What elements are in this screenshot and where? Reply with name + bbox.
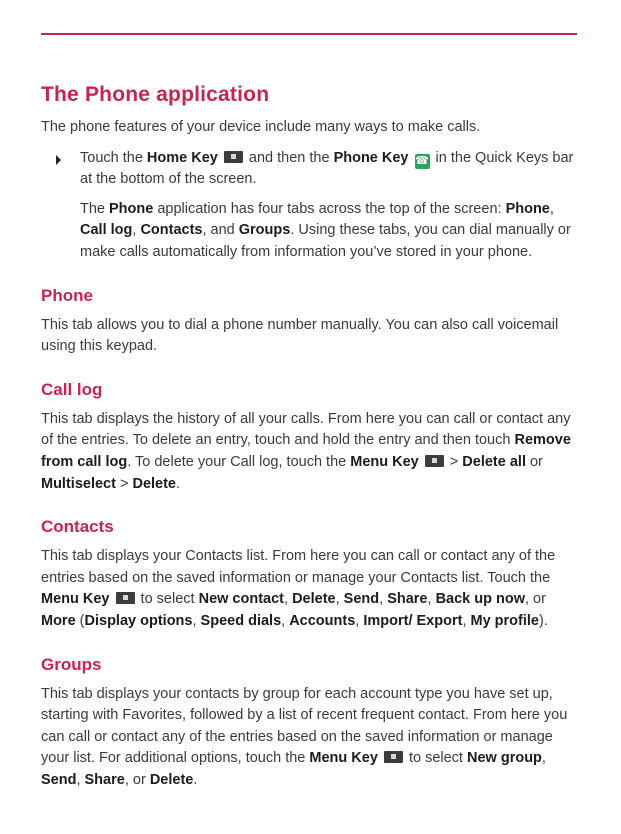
menu-key-icon bbox=[116, 592, 135, 604]
section-heading-calllog: Call log bbox=[41, 379, 103, 399]
menu-key-icon bbox=[425, 455, 444, 467]
section-heading-contacts: Contacts bbox=[41, 517, 114, 537]
section-heading-phone: Phone bbox=[41, 285, 93, 305]
page-title: The Phone application bbox=[41, 83, 270, 106]
calllog-section bbox=[41, 379, 581, 495]
home-key-label: Home Key bbox=[146, 149, 218, 166]
tabs-paragraph: The Phone application has four tabs across the top of the screen: Phone, Call log, Contacts, and Groups. Using these tabs, you can dial manually or make calls automatically from information you’ve stored in your phone. bbox=[80, 200, 571, 260]
intro-text: The phone features of your device include many ways to make calls. bbox=[41, 119, 481, 135]
phone-key-label: Phone Key bbox=[333, 149, 409, 166]
section-heading-groups: Groups bbox=[41, 654, 102, 674]
instruction-bullet: Touch the Home Key and then the Phone Key ☎ in the Quick Keys bar at the bottom of the screen. bbox=[80, 148, 581, 191]
contacts-section-body: This tab displays your Contacts list. From here you can call or contact any of the entries based on the saved information or manage your Contacts list. Touch the Menu Key to select New contact, Delete, Send, Share, Back up now, or More (Display options, Speed dials, Accounts, Import/ Export, My profile). bbox=[41, 548, 556, 629]
bullet-arrow-icon bbox=[56, 155, 61, 165]
page-content bbox=[41, 82, 581, 791]
calllog-section-body: This tab displays the history of all your calls. From here you can call or contact any of the entries. To delete an entry, touch and hold the entry and then touch Remove from call log. To delete your Call log, touch the Menu Key > Delete all or Multiselect > Delete. bbox=[41, 410, 571, 492]
contacts-section bbox=[41, 516, 581, 632]
phone-key-icon: ☎ bbox=[415, 154, 429, 167]
home-key-icon bbox=[224, 151, 243, 163]
phone-section-body: This tab allows you to dial a phone number manually. You can also call voicemail using this keypad. bbox=[41, 316, 559, 355]
header-rule bbox=[41, 33, 577, 35]
groups-section bbox=[41, 654, 581, 792]
groups-section-body: This tab displays your contacts by group for each account type you have set up, starting with Favorites, followed by a list of recent frequent contact. From here you can call or contact any of the entries based on the saved information or manage your list. For additional options, touch the Menu Key to select New group, Send, Share, or Delete. bbox=[41, 685, 568, 788]
phone-section bbox=[41, 285, 581, 358]
menu-key-icon bbox=[384, 751, 403, 763]
